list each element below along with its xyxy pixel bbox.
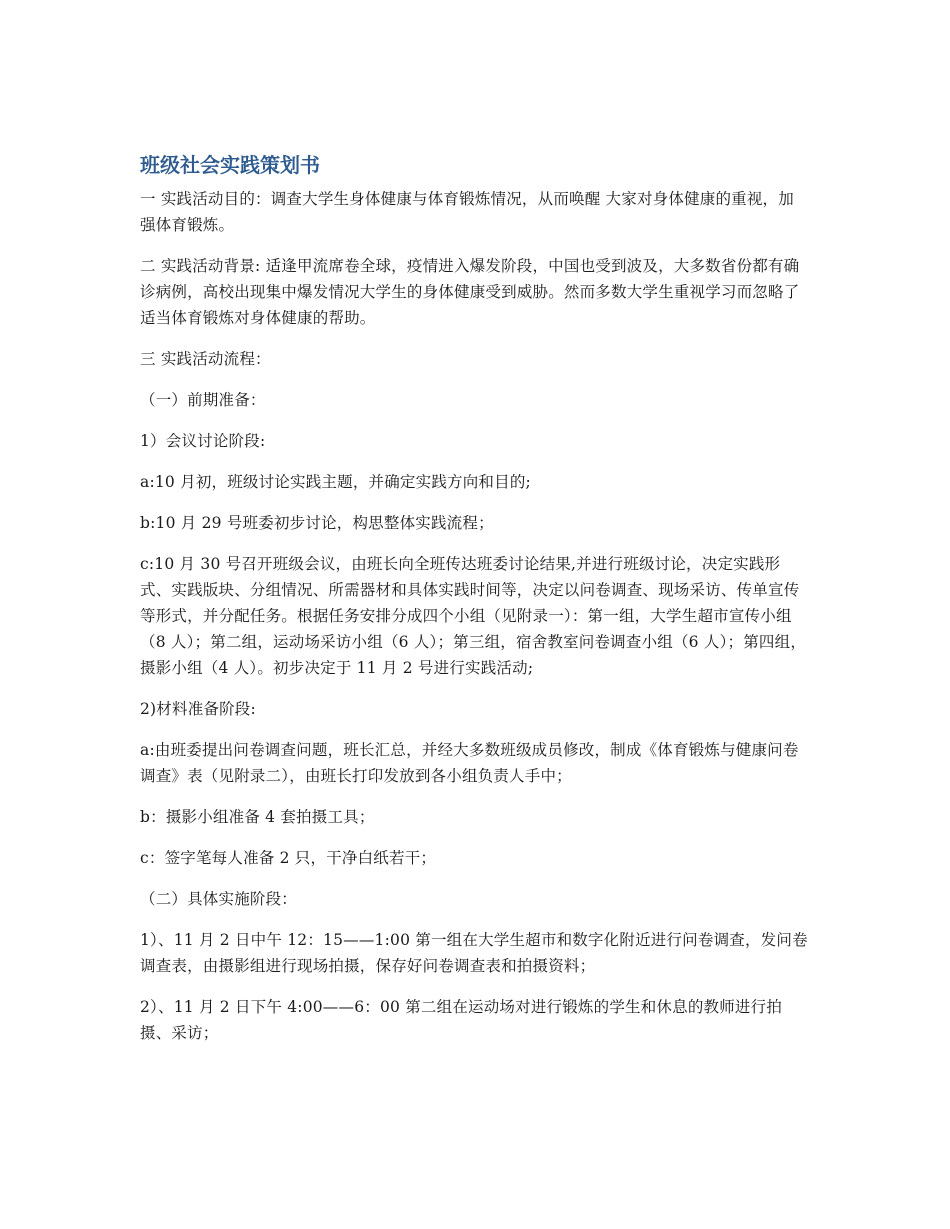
document-title: 班级社会实践策划书 [140, 153, 320, 177]
paragraph-background: 二 实践活动背景: 适逢甲流席卷全球，疫情进入爆发阶段，中国也受到波及，大多数省份都有确诊病例，高校出现集中爆发情况大学生的身体健康受到威胁。然而多数大学生重视学习而忽略了适当体育锻炼对身体健康的帮助。 [140, 257, 800, 327]
paragraph-meeting-a: a:10 月初，班级讨论实践主题，并确定实践方向和目的; [140, 473, 531, 491]
paragraph-implementation-1: 1）、11 月 2 日中午 12：15——1:00 第一组在大学生超市和数字化附近进行问卷调查，发问卷调查表，由摄影组进行现场拍摄，保存好问卷调查表和拍摄资料； [140, 931, 808, 975]
paragraph-purpose: 一 实践活动目的：调查大学生身体健康与体育锻炼情况，从而唤醒 大家对身体健康的重视，加强体育锻炼。 [140, 190, 794, 234]
paragraph-material-a: a:由班委提出问卷调查问题，班长汇总，并经大多数班级成员修改，制成《体育锻炼与健康问卷调查》表（见附录二），由班长打印发放到各小组负责人手中； [140, 741, 799, 785]
paragraph-meeting-stage: 1）会议讨论阶段: [140, 432, 266, 450]
paragraph-material-stage: 2)材料准备阶段: [140, 700, 256, 718]
paragraph-implementation-2: 2）、11 月 2 日下午 4:00——6：00 第二组在运动场对进行锻炼的学生和休息的教师进行拍摄、采访； [140, 998, 783, 1042]
paragraph-material-c: c：签字笔每人准备 2 只，干净白纸若干； [140, 849, 437, 867]
paragraph-material-b: b：摄影小组准备 4 套拍摄工具； [140, 808, 375, 826]
paragraph-process-heading: 三 实践活动流程： [140, 350, 271, 368]
document-page [140, 150, 808, 1061]
paragraph-meeting-b: b:10 月 29 号班委初步讨论，构思整体实践流程； [140, 514, 494, 532]
paragraph-preparation-heading: （一）前期准备： [140, 391, 266, 409]
paragraph-meeting-c: c:10 月 30 号召开班级会议，由班长向全班传达班委讨论结果,并进行班级讨论，决定实践形式、实践版块、分组情况、所需器材和具体实践时间等，决定以问卷调查、现场采访、传单宣传等形式，并分配任务。根据任务安排分成四个小组（见附录一）：第一组，大学生超市宣传小组（8 人）；第二组，运动场采访小组（6 人）；第三组，宿舍教室问卷调查小组（6 人）；第四组，摄影小组（4 人）。初步决定于 11 月 2 号进行实践活动; [140, 555, 807, 677]
paragraph-implementation-heading: （二）具体实施阶段： [140, 890, 298, 908]
